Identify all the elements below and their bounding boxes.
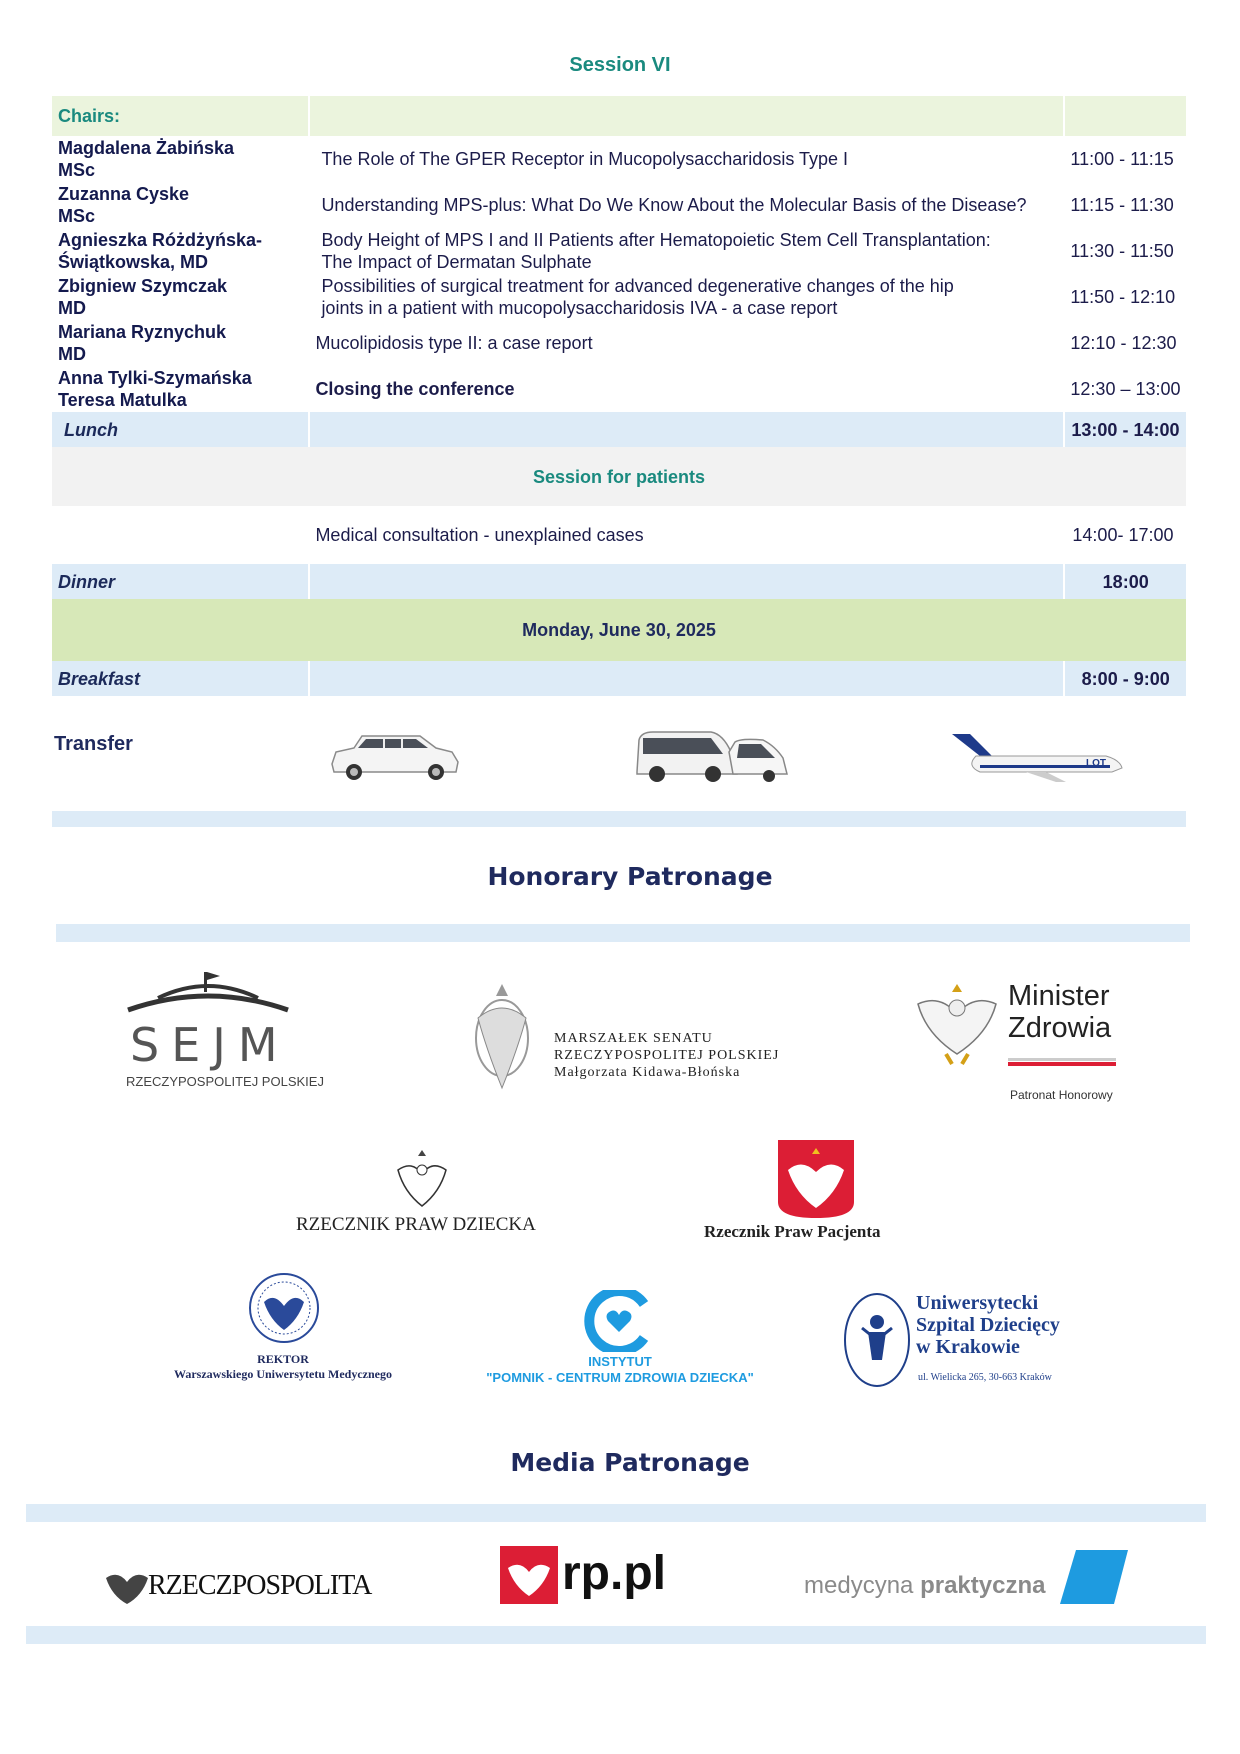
red-shield-eagle-icon (776, 1138, 856, 1220)
czd-line1: INSTYTUT (588, 1354, 652, 1369)
talk-title: Understanding MPS-plus: What Do We Know About the Molecular Basis of the Disease? (321, 195, 1027, 215)
speaker-name: Mariana Ryznychuk MD (58, 322, 227, 364)
date-row (52, 599, 1186, 661)
rp-pl-logo (500, 1546, 680, 1606)
speaker-name: Magdalena Żabińska MSc (58, 138, 235, 180)
senat-logo (462, 978, 782, 1108)
talk-time: 12:30 – 13:00 (1070, 379, 1181, 399)
talk-row (52, 136, 1186, 182)
talk-row (52, 182, 1186, 228)
minister-caption: Patronat Honorowy (1010, 1088, 1113, 1102)
senat-line1: MARSZAŁEK SENATU (554, 1031, 713, 1046)
czd-line2: "POMNIK - CENTRUM ZDROWIA DZIECKA" (486, 1370, 754, 1385)
talk-title: Body Height of MPS I and II Patients after Hematopoietic Stem Cell Transplantation: The Impact of Dermatan Sulphate (321, 230, 991, 272)
medycyna-praktyczna-logo (804, 1550, 1134, 1606)
talk-title: The Role of The GPER Receptor in Mucopolysaccharidosis Type I (321, 149, 849, 169)
program-table (52, 96, 1186, 696)
breakfast-row (52, 661, 1186, 696)
uszd-logo (842, 1290, 1092, 1390)
flag-stripe (1008, 1062, 1116, 1066)
chairs-label: Chairs: (58, 106, 121, 126)
senate-eagle-icon (462, 978, 542, 1108)
consultation-item: Medical consultation - unexplained cases (315, 525, 644, 545)
breakfast-time: 8:00 - 9:00 (1064, 661, 1186, 696)
minister-zdrowia-logo (910, 974, 1130, 1104)
minister-line1: Minister (1008, 980, 1110, 1012)
chairs-row (52, 96, 1186, 136)
child-figure-icon (842, 1290, 912, 1390)
consultation-time: 14:00- 17:00 (1072, 525, 1174, 545)
talk-row (52, 366, 1186, 412)
lunch-row (52, 412, 1186, 447)
dinner-row (52, 564, 1186, 599)
talk-row (52, 228, 1186, 274)
uszd-line3: w Krakowie (916, 1336, 1020, 1358)
session-title: Session VI (569, 54, 671, 76)
limousine-icon (328, 722, 463, 784)
talk-title: Possibilities of surgical treatment for advanced degenerative changes of the hip joints in a patient with mucopolysaccharidosis IVA - a case report (321, 276, 954, 318)
airplane-icon (936, 726, 1126, 788)
senat-line3: Małgorzata Kidawa-Błońska (554, 1065, 741, 1080)
eagle-icon (394, 1148, 450, 1210)
speaker-name: Zuzanna Cyske MSc (58, 184, 190, 226)
red-eagle-icon (500, 1546, 558, 1604)
talk-time: 11:50 - 12:10 (1070, 287, 1176, 307)
mp-light-text: medycyna (804, 1572, 914, 1599)
eagle-icon (104, 1566, 150, 1606)
separator-bar (26, 1626, 1206, 1644)
rzeczpospolita-logo (104, 1560, 374, 1610)
separator-bar (52, 811, 1186, 827)
consultation-row (52, 506, 1186, 564)
sejm-text: SEJM (130, 1018, 290, 1072)
speaker-name: Zbigniew Szymczak MD (58, 276, 228, 318)
transfer-label: Transfer (54, 733, 133, 755)
eagle-icon (910, 974, 1005, 1069)
patients-session-title: Session for patients (532, 466, 706, 487)
separator-bar (26, 1504, 1206, 1522)
rp-pl-text: rp.pl (562, 1547, 666, 1600)
dinner-label: Dinner (58, 571, 116, 592)
blue-parallelogram-icon (1060, 1550, 1130, 1604)
lunch-time: 13:00 - 14:00 (1064, 412, 1186, 447)
airline-mark: LOT (1086, 758, 1106, 769)
media-patronage-title: Media Patronage (510, 1448, 750, 1477)
minister-line2: Zdrowia (1008, 1012, 1112, 1044)
talk-title: Closing the conference (315, 379, 515, 399)
patients-session-row (52, 447, 1186, 506)
rpp-logo (704, 1138, 944, 1241)
uszd-line2: Szpital Dziecięcy (916, 1314, 1060, 1336)
minibus-icon (633, 726, 793, 788)
wum-logo (158, 1270, 408, 1390)
senat-line2: RZECZYPOSPOLITEJ POLSKIEJ (554, 1048, 780, 1063)
talk-title: Mucolipidosis type II: a case report (315, 333, 593, 353)
breakfast-label: Breakfast (58, 668, 141, 689)
uszd-line1: Uniwersytecki (916, 1292, 1039, 1314)
university-seal-icon (246, 1270, 322, 1346)
mp-bold-text: praktyczna (920, 1572, 1046, 1599)
speaker-name: Agnieszka Różdżyńska- Świątkowska, MD (58, 230, 263, 272)
talk-time: 11:30 - 11:50 (1070, 241, 1174, 261)
talk-time: 11:15 - 11:30 (1070, 195, 1174, 215)
rzeczpospolita-text: RZECZPOSPOLITA (148, 1570, 372, 1601)
honorary-patronage-title: Honorary Patronage (487, 862, 773, 891)
lunch-label: Lunch (64, 419, 118, 440)
talk-time: 11:00 - 11:15 (1070, 149, 1174, 169)
rpd-text: RZECZNIK PRAW DZIECKA (296, 1214, 536, 1235)
separator-bar (56, 924, 1190, 942)
talk-row (52, 320, 1186, 366)
wum-line2: Warszawskiego Uniwersytetu Medycznego (174, 1367, 392, 1381)
date-header: Monday, June 30, 2025 (522, 620, 716, 640)
heart-c-icon (584, 1290, 654, 1352)
sejm-subtitle: RZECZYPOSPOLITEJ POLSKIEJ (126, 1074, 324, 1089)
czd-logo (470, 1290, 770, 1390)
sejm-logo (118, 962, 324, 1092)
rpp-text: Rzecznik Praw Pacjenta (704, 1222, 881, 1241)
uszd-address: ul. Wielicka 265, 30-663 Kraków (918, 1372, 1052, 1383)
talk-row (52, 274, 1186, 320)
talk-time: 12:10 - 12:30 (1070, 333, 1177, 353)
dinner-time: 18:00 (1064, 564, 1186, 599)
wum-line1: REKTOR (257, 1352, 309, 1366)
rpd-logo (296, 1148, 556, 1238)
speaker-name: Anna Tylki-Szymańska Teresa Matulka (58, 368, 252, 410)
